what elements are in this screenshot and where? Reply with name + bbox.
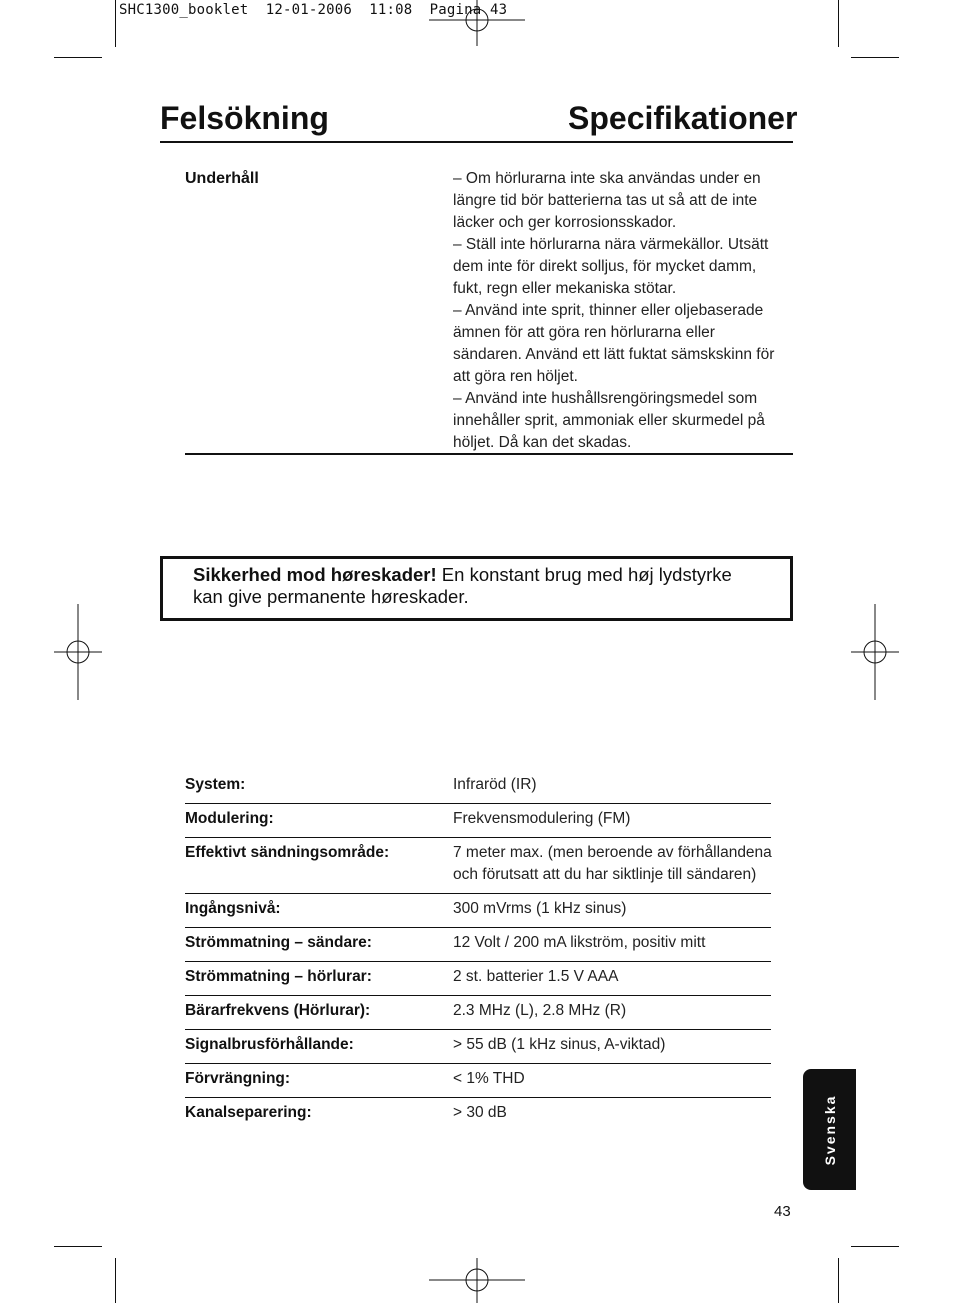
crop-mark [115, 1258, 116, 1303]
spec-label: Bärarfrekvens (Hörlurar): [185, 1002, 371, 1019]
spec-value: 2.3 MHz (L), 2.8 MHz (R) [453, 1002, 627, 1019]
spec-row [185, 996, 771, 1030]
warning-body: En konstant brug med høj lydstyrke kan give permanente høreskader. [193, 564, 732, 607]
spec-value: 2 st. batterier 1.5 V AAA [453, 968, 619, 985]
spec-row [185, 838, 771, 894]
spec-label: Modulering: [185, 810, 274, 827]
spec-value: > 55 dB (1 kHz sinus, A-viktad) [453, 1036, 666, 1053]
registration-mark-bottom [429, 1258, 525, 1303]
spec-value: 300 mVrms (1 kHz sinus) [453, 900, 627, 917]
registration-mark-right [851, 604, 899, 700]
crop-mark [838, 0, 839, 47]
maintenance-paragraph: – Om hörlurarna inte ska användas under en längre tid bör batterierna tas ut så att de inte läcker och ger korrosionsskador. [453, 170, 761, 231]
spec-row [185, 1064, 771, 1098]
spec-label: System: [185, 776, 246, 793]
title-divider [160, 141, 793, 143]
spec-row [185, 804, 771, 838]
crop-mark [838, 1258, 839, 1303]
spec-value: Infraröd (IR) [453, 776, 537, 793]
spec-value: 7 meter max. (men beroende av förhållandena och förutsatt att du har siktlinje till sändaren) [453, 844, 772, 883]
spec-value: < 1% THD [453, 1070, 525, 1087]
print-header: SHC1300_booklet 12-01-2006 11:08 Pagina 43 [119, 2, 508, 18]
page-title-troubleshooting: Felsökning [160, 100, 329, 136]
spec-row [185, 894, 771, 928]
spec-row [185, 770, 771, 804]
spec-label: Signalbrusförhållande: [185, 1036, 354, 1053]
crop-mark [851, 57, 899, 58]
crop-mark [54, 57, 102, 58]
hearing-safety-warning-box [160, 556, 793, 621]
page-number: 43 [774, 1203, 791, 1220]
maintenance-text [453, 168, 788, 454]
spec-row [185, 1030, 771, 1064]
maintenance-paragraph: – Använd inte hushållsrengöringsmedel som innehåller sprit, ammoniak eller skurmedel på höljet. Då kan det skadas. [453, 390, 765, 451]
warning-heading: Sikkerhed mod høreskader! [193, 564, 437, 585]
hearing-safety-warning-text [193, 564, 753, 608]
language-tab-label: Svenska [821, 1094, 838, 1165]
registration-mark-top [429, 0, 525, 47]
maintenance-paragraph: – Använd inte sprit, thinner eller oljebaserade ämnen för att göra ren hörlurarna eller sändaren. Använd ett lätt fuktat sämskskinn för att göra ren höljet. [453, 302, 775, 385]
spec-value: Frekvensmodulering (FM) [453, 810, 631, 827]
language-tab [803, 1069, 856, 1190]
crop-mark [115, 0, 116, 47]
spec-row [185, 962, 771, 996]
specifications-table [185, 770, 771, 1131]
maintenance-paragraph: – Ställ inte hörlurarna nära värmekällor. Utsätt dem inte för direkt solljus, för mycket damm, fukt, regn eller mekaniska stötar. [453, 236, 769, 297]
crop-mark [54, 1246, 102, 1247]
spec-label: Strömmatning – sändare: [185, 934, 372, 951]
spec-label: Strömmatning – hörlurar: [185, 968, 372, 985]
spec-row [185, 928, 771, 962]
spec-value: 12 Volt / 200 mA likström, positiv mitt [453, 934, 706, 951]
maintenance-label: Underhåll [185, 170, 259, 187]
registration-mark-left [54, 604, 102, 700]
maintenance-divider [185, 453, 793, 455]
spec-label: Effektivt sändningsområde: [185, 844, 390, 861]
page-title-specifications: Specifikationer [568, 100, 798, 136]
spec-label: Kanalseparering: [185, 1104, 312, 1121]
spec-value: > 30 dB [453, 1104, 507, 1121]
spec-row [185, 1098, 771, 1131]
spec-label: Förvrängning: [185, 1070, 291, 1087]
spec-label: Ingångsnivå: [185, 900, 281, 917]
crop-mark [851, 1246, 899, 1247]
